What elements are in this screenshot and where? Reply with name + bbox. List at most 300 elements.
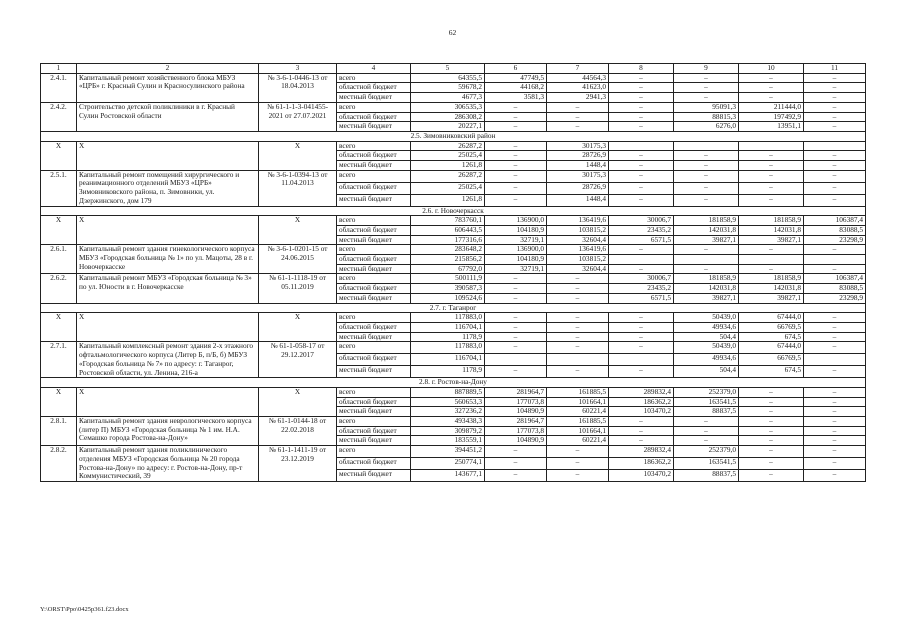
amount-cell: 83088,5 (804, 225, 866, 235)
amount-cell: – (674, 417, 739, 427)
amount-cell: 309879,2 (411, 426, 485, 436)
amount-cell: – (485, 112, 547, 122)
amount-cell: 252379,0 (674, 446, 739, 458)
item-description: Х (77, 141, 259, 170)
amount-cell (485, 354, 547, 366)
funding-source: областной бюджет (337, 458, 411, 470)
amount-cell: 44168,2 (485, 83, 547, 93)
amount-cell: 2941,3 (547, 93, 609, 103)
footer-file-path: Y:\ORST\Ppo\0425p361.f23.docx (40, 606, 129, 613)
amount-cell: 183559,1 (411, 436, 485, 446)
amount-cell: 49934,6 (674, 354, 739, 366)
table-row (41, 216, 866, 226)
amount-cell: – (485, 274, 547, 284)
amount-cell: – (674, 245, 739, 255)
section-title: 2.7. г. Таганрог (41, 303, 866, 313)
amount-cell: – (609, 102, 674, 112)
amount-cell: – (609, 73, 674, 83)
amount-cell: – (609, 436, 674, 446)
document-reference: Х (259, 313, 337, 342)
amount-cell: 83088,5 (804, 284, 866, 294)
item-number: 2.8.2. (41, 446, 77, 482)
document-reference: № 61-1-058-17 от 29.12.2017 (259, 342, 337, 378)
amount-cell: – (804, 170, 866, 182)
funding-source: всего (337, 102, 411, 112)
document-reference: № 3-6-1-0394-13 от 11.04.2013 (259, 170, 337, 206)
amount-cell: – (804, 161, 866, 171)
amount-cell: – (804, 446, 866, 458)
amount-cell: – (739, 436, 804, 446)
amount-cell: – (739, 182, 804, 194)
amount-cell: 177316,6 (411, 235, 485, 245)
amount-cell: 103470,2 (609, 470, 674, 482)
amount-cell: 28726,9 (547, 182, 609, 194)
amount-cell: 103815,2 (547, 225, 609, 235)
amount-cell: 26287,2 (411, 170, 485, 182)
funding-source: всего (337, 387, 411, 397)
amount-cell: 39827,1 (674, 235, 739, 245)
section-row (41, 378, 866, 388)
amount-cell: – (485, 458, 547, 470)
amount-cell: – (547, 458, 609, 470)
amount-cell: – (485, 470, 547, 482)
amount-cell: – (609, 245, 674, 255)
column-header: 10 (739, 64, 804, 74)
amount-cell: – (485, 151, 547, 161)
amount-cell: 88815,3 (674, 112, 739, 122)
amount-cell: – (485, 446, 547, 458)
amount-cell: – (674, 151, 739, 161)
document-reference: № 3-6-1-0201-15 от 24.06.2015 (259, 245, 337, 274)
amount-cell: 177073,8 (485, 397, 547, 407)
amount-cell: 106387,4 (804, 216, 866, 226)
table-row (41, 102, 866, 112)
amount-cell: – (485, 182, 547, 194)
amount-cell: – (804, 417, 866, 427)
item-number: Х (41, 216, 77, 245)
amount-cell: – (804, 151, 866, 161)
funding-source: областной бюджет (337, 225, 411, 235)
amount-cell: – (547, 366, 609, 378)
amount-cell: 163541,5 (674, 458, 739, 470)
section-title: 2.6. г. Новочеркасск (41, 206, 866, 216)
amount-cell (547, 354, 609, 366)
amount-cell: 88837,5 (674, 470, 739, 482)
amount-cell: 101664,1 (547, 397, 609, 407)
item-description: Капитальный ремонт здания неврологического корпуса (литер П) МБУЗ «Городская больница № 1 им. Н.А. Семашко города Ростова-на-Дону» (77, 417, 259, 446)
amount-cell: 163541,5 (674, 397, 739, 407)
amount-cell: 186362,2 (609, 458, 674, 470)
amount-cell: 181858,9 (739, 274, 804, 284)
amount-cell: – (739, 458, 804, 470)
funding-source: областной бюджет (337, 322, 411, 332)
amount-cell: 250774,1 (411, 458, 485, 470)
amount-cell: – (804, 436, 866, 446)
document-reference: Х (259, 141, 337, 170)
amount-cell: – (609, 112, 674, 122)
amount-cell: 177073,8 (485, 426, 547, 436)
funding-source: местный бюджет (337, 235, 411, 245)
amount-cell: 28726,9 (547, 151, 609, 161)
amount-cell: – (609, 122, 674, 132)
amount-cell: – (547, 470, 609, 482)
table-row (41, 446, 866, 458)
item-description: Х (77, 387, 259, 416)
amount-cell: 30006,7 (609, 274, 674, 284)
funding-source: областной бюджет (337, 284, 411, 294)
amount-cell: 67444,0 (739, 313, 804, 323)
funding-source: местный бюджет (337, 93, 411, 103)
amount-cell: 26287,2 (411, 141, 485, 151)
funding-source: местный бюджет (337, 470, 411, 482)
amount-cell: – (739, 426, 804, 436)
amount-cell: – (609, 332, 674, 342)
page-number: 62 (448, 28, 457, 37)
item-number: Х (41, 141, 77, 170)
amount-cell: 211444,0 (739, 102, 804, 112)
amount-cell: 493438,3 (411, 417, 485, 427)
amount-cell: 1261,8 (411, 161, 485, 171)
amount-cell: – (739, 264, 804, 274)
table-row (41, 170, 866, 182)
amount-cell: 25025,4 (411, 182, 485, 194)
amount-cell: – (804, 332, 866, 342)
amount-cell: 41623,0 (547, 83, 609, 93)
amount-cell: – (609, 313, 674, 323)
amount-cell: – (804, 112, 866, 122)
table-row (41, 73, 866, 83)
amount-cell: 49934,6 (674, 322, 739, 332)
funding-source: всего (337, 170, 411, 182)
amount-cell: – (609, 83, 674, 93)
column-header: 8 (609, 64, 674, 74)
amount-cell: – (739, 83, 804, 93)
amount-cell (609, 255, 674, 265)
funding-source: всего (337, 313, 411, 323)
amount-cell: 60221,4 (547, 436, 609, 446)
amount-cell: 186362,2 (609, 397, 674, 407)
amount-cell: 104890,9 (485, 407, 547, 417)
item-description: Капитальный ремонт МБУЗ «Городская больница № 3» по ул. Юности в г. Новочеркасске (77, 274, 259, 303)
amount-cell: – (485, 313, 547, 323)
amount-cell: 106387,4 (804, 274, 866, 284)
amount-cell: 142031,8 (739, 284, 804, 294)
amount-cell: 103470,2 (609, 407, 674, 417)
amount-cell: – (804, 458, 866, 470)
funding-source: всего (337, 417, 411, 427)
amount-cell: 181858,9 (674, 216, 739, 226)
amount-cell: 143677,1 (411, 470, 485, 482)
section-title: 2.5. Зимовниковский район (41, 131, 866, 141)
amount-cell (804, 354, 866, 366)
amount-cell: 104180,9 (485, 225, 547, 235)
amount-cell: – (547, 322, 609, 332)
amount-cell: – (547, 274, 609, 284)
column-header: 11 (804, 64, 866, 74)
amount-cell (609, 141, 674, 151)
item-number: 2.6.1. (41, 245, 77, 274)
document-reference: Х (259, 216, 337, 245)
item-number: 2.4.1. (41, 73, 77, 102)
amount-cell: 109524,6 (411, 293, 485, 303)
amount-cell: – (674, 73, 739, 83)
funding-source: всего (337, 245, 411, 255)
amount-cell: 101664,1 (547, 426, 609, 436)
amount-cell: 1448,4 (547, 194, 609, 206)
amount-cell: – (739, 417, 804, 427)
funding-source: областной бюджет (337, 426, 411, 436)
amount-cell: – (485, 293, 547, 303)
funding-source: областной бюджет (337, 397, 411, 407)
table-row (41, 313, 866, 323)
document-reference: Х (259, 387, 337, 416)
budget-table (40, 63, 866, 482)
funding-source: всего (337, 274, 411, 284)
amount-cell: – (547, 293, 609, 303)
amount-cell: – (485, 122, 547, 132)
amount-cell: 504,4 (674, 366, 739, 378)
amount-cell: 1261,8 (411, 194, 485, 206)
amount-cell: 181858,9 (674, 274, 739, 284)
amount-cell: – (804, 470, 866, 482)
amount-cell: 39827,1 (739, 293, 804, 303)
amount-cell: – (547, 446, 609, 458)
item-description: Капитальный ремонт здания поликлинического отделения МБУЗ «Городская больница № 20 города Ростова-на-Дону» по адресу: г. Ростов-на-Дону, пр-т Коммунистический, 39 (77, 446, 259, 482)
amount-cell: – (674, 182, 739, 194)
funding-source: областной бюджет (337, 151, 411, 161)
amount-cell: 32604,4 (547, 264, 609, 274)
amount-cell: – (739, 161, 804, 171)
amount-cell: – (804, 342, 866, 354)
amount-cell (674, 255, 739, 265)
amount-cell: 1448,4 (547, 161, 609, 171)
amount-cell: 67792,0 (411, 264, 485, 274)
table-row (41, 342, 866, 354)
amount-cell: – (674, 93, 739, 103)
amount-cell: – (609, 161, 674, 171)
amount-cell: – (804, 426, 866, 436)
amount-cell: – (674, 170, 739, 182)
document-reference: № 3-6-1-0446-13 от 18.04.2013 (259, 73, 337, 102)
column-header: 3 (259, 64, 337, 74)
amount-cell: 60221,4 (547, 407, 609, 417)
amount-cell: 394451,2 (411, 446, 485, 458)
column-header: 6 (485, 64, 547, 74)
amount-cell: – (674, 264, 739, 274)
document-reference: № 61-1-1118-19 от 05.11.2019 (259, 274, 337, 303)
amount-cell: 306535,3 (411, 102, 485, 112)
amount-cell: – (674, 194, 739, 206)
amount-cell (739, 255, 804, 265)
amount-cell: 181858,9 (739, 216, 804, 226)
amount-cell (804, 141, 866, 151)
amount-cell: – (609, 322, 674, 332)
amount-cell: – (804, 387, 866, 397)
funding-source: всего (337, 446, 411, 458)
funding-source: местный бюджет (337, 264, 411, 274)
funding-source: всего (337, 141, 411, 151)
section-row (41, 131, 866, 141)
amount-cell: – (609, 264, 674, 274)
item-description: Капитальный ремонт помещений хирургического и реанимационного отделений МБУЗ «ЦРБ» Зимовниковского района, п. Зимовники, ул. Дзержинского, дом 179 (77, 170, 259, 206)
amount-cell: – (485, 141, 547, 151)
amount-cell: 30175,3 (547, 141, 609, 151)
amount-cell: 161885,5 (547, 387, 609, 397)
amount-cell: – (804, 122, 866, 132)
funding-source: местный бюджет (337, 407, 411, 417)
amount-cell: 504,4 (674, 332, 739, 342)
funding-source: местный бюджет (337, 332, 411, 342)
column-header: 2 (77, 64, 259, 74)
amount-cell: 1178,9 (411, 366, 485, 378)
amount-cell: 104890,9 (485, 436, 547, 446)
amount-cell: – (804, 182, 866, 194)
amount-cell (739, 141, 804, 151)
amount-cell: – (547, 122, 609, 132)
amount-cell: – (739, 245, 804, 255)
amount-cell: – (804, 245, 866, 255)
amount-cell: – (804, 194, 866, 206)
amount-cell: 30175,3 (547, 170, 609, 182)
item-number: 2.7.1. (41, 342, 77, 378)
amount-cell: 252379,0 (674, 387, 739, 397)
amount-cell: 283648,2 (411, 245, 485, 255)
amount-cell: 281964,7 (485, 417, 547, 427)
amount-cell: 50439,0 (674, 313, 739, 323)
amount-cell: – (739, 446, 804, 458)
item-description: Х (77, 216, 259, 245)
amount-cell: – (739, 151, 804, 161)
amount-cell: 142031,8 (674, 284, 739, 294)
funding-source: местный бюджет (337, 366, 411, 378)
amount-cell: 95091,3 (674, 102, 739, 112)
table-row (41, 141, 866, 151)
amount-cell: – (609, 426, 674, 436)
amount-cell: 67444,0 (739, 342, 804, 354)
item-number: Х (41, 387, 77, 416)
table-row (41, 245, 866, 255)
amount-cell: 23435,2 (609, 225, 674, 235)
amount-cell: 30006,7 (609, 216, 674, 226)
amount-cell: 390587,3 (411, 284, 485, 294)
amount-cell: 32719,1 (485, 264, 547, 274)
amount-cell: 23298,9 (804, 293, 866, 303)
amount-cell: 39827,1 (739, 235, 804, 245)
funding-source: местный бюджет (337, 122, 411, 132)
amount-cell: 289832,4 (609, 387, 674, 397)
section-title: 2.8. г. Ростов-на-Дону (41, 378, 866, 388)
amount-cell: – (609, 194, 674, 206)
amount-cell: – (739, 194, 804, 206)
amount-cell: 136419,6 (547, 245, 609, 255)
section-row (41, 206, 866, 216)
funding-source: местный бюджет (337, 194, 411, 206)
item-number: Х (41, 313, 77, 342)
item-description: Капитальный комплексный ремонт здания 2-х этажного офтальмологического корпуса (Литер Б, п/Б, б) МБУЗ «Городская больница № 7» по адресу: г. Таганрог, Ростовской области, ул. Ленина, 216-а (77, 342, 259, 378)
funding-source: местный бюджет (337, 161, 411, 171)
column-header: 1 (41, 64, 77, 74)
amount-cell: – (547, 332, 609, 342)
amount-cell: – (804, 264, 866, 274)
item-number: 2.6.2. (41, 274, 77, 303)
amount-cell: 47749,5 (485, 73, 547, 83)
funding-source: всего (337, 73, 411, 83)
amount-cell: – (804, 366, 866, 378)
amount-cell: – (674, 426, 739, 436)
amount-cell: 20227,1 (411, 122, 485, 132)
item-description: Х (77, 313, 259, 342)
item-description: Капитальный ремонт здания гинекологического корпуса МБУЗ «Городская больница № 1» по ул. Мацоты, 28 в г. Новочеркасске (77, 245, 259, 274)
amount-cell: 66769,5 (739, 354, 804, 366)
funding-source: местный бюджет (337, 293, 411, 303)
amount-cell: 327236,2 (411, 407, 485, 417)
amount-cell: – (485, 366, 547, 378)
amount-cell: 136900,0 (485, 245, 547, 255)
amount-cell: 281964,7 (485, 387, 547, 397)
amount-cell: 286308,2 (411, 112, 485, 122)
amount-cell: 32604,4 (547, 235, 609, 245)
amount-cell: 103815,2 (547, 255, 609, 265)
amount-cell: – (609, 151, 674, 161)
amount-cell: 59678,2 (411, 83, 485, 93)
amount-cell: 39827,1 (674, 293, 739, 303)
funding-source: всего (337, 342, 411, 354)
amount-cell: 44564,3 (547, 73, 609, 83)
amount-cell: – (804, 83, 866, 93)
amount-cell: 142031,8 (674, 225, 739, 235)
amount-cell: 289832,4 (609, 446, 674, 458)
amount-cell: 783760,1 (411, 216, 485, 226)
document-reference: № 61-1-0144-18 от 22.02.2018 (259, 417, 337, 446)
amount-cell: 13951,1 (739, 122, 804, 132)
amount-cell: – (609, 366, 674, 378)
amount-cell: 142031,8 (739, 225, 804, 235)
amount-cell: – (739, 73, 804, 83)
column-header: 4 (337, 64, 411, 74)
amount-cell: – (485, 342, 547, 354)
amount-cell: 66769,5 (739, 322, 804, 332)
amount-cell: 104180,9 (485, 255, 547, 265)
amount-cell: 117883,0 (411, 313, 485, 323)
amount-cell: 500111,9 (411, 274, 485, 284)
amount-cell: 25025,4 (411, 151, 485, 161)
amount-cell: – (739, 93, 804, 103)
document-reference: № 61-1-1411-19 от 23.12.2019 (259, 446, 337, 482)
amount-cell: – (739, 407, 804, 417)
header-row (41, 64, 866, 74)
amount-cell (609, 354, 674, 366)
amount-cell (804, 255, 866, 265)
amount-cell: – (485, 161, 547, 171)
amount-cell: – (485, 102, 547, 112)
amount-cell: 88837,5 (674, 407, 739, 417)
amount-cell: – (674, 161, 739, 171)
amount-cell: 32719,1 (485, 235, 547, 245)
amount-cell: – (609, 170, 674, 182)
item-description: Строительство детской поликлиники в г. Красный Сулин Ростовской области (77, 102, 259, 131)
item-number: 2.4.2. (41, 102, 77, 131)
amount-cell: 136419,6 (547, 216, 609, 226)
amount-cell: 887889,5 (411, 387, 485, 397)
amount-cell: – (804, 73, 866, 83)
amount-cell: – (547, 112, 609, 122)
funding-source: областной бюджет (337, 182, 411, 194)
amount-cell: – (485, 322, 547, 332)
amount-cell: – (609, 93, 674, 103)
amount-cell: 560653,3 (411, 397, 485, 407)
amount-cell: – (804, 322, 866, 332)
amount-cell: 4677,3 (411, 93, 485, 103)
